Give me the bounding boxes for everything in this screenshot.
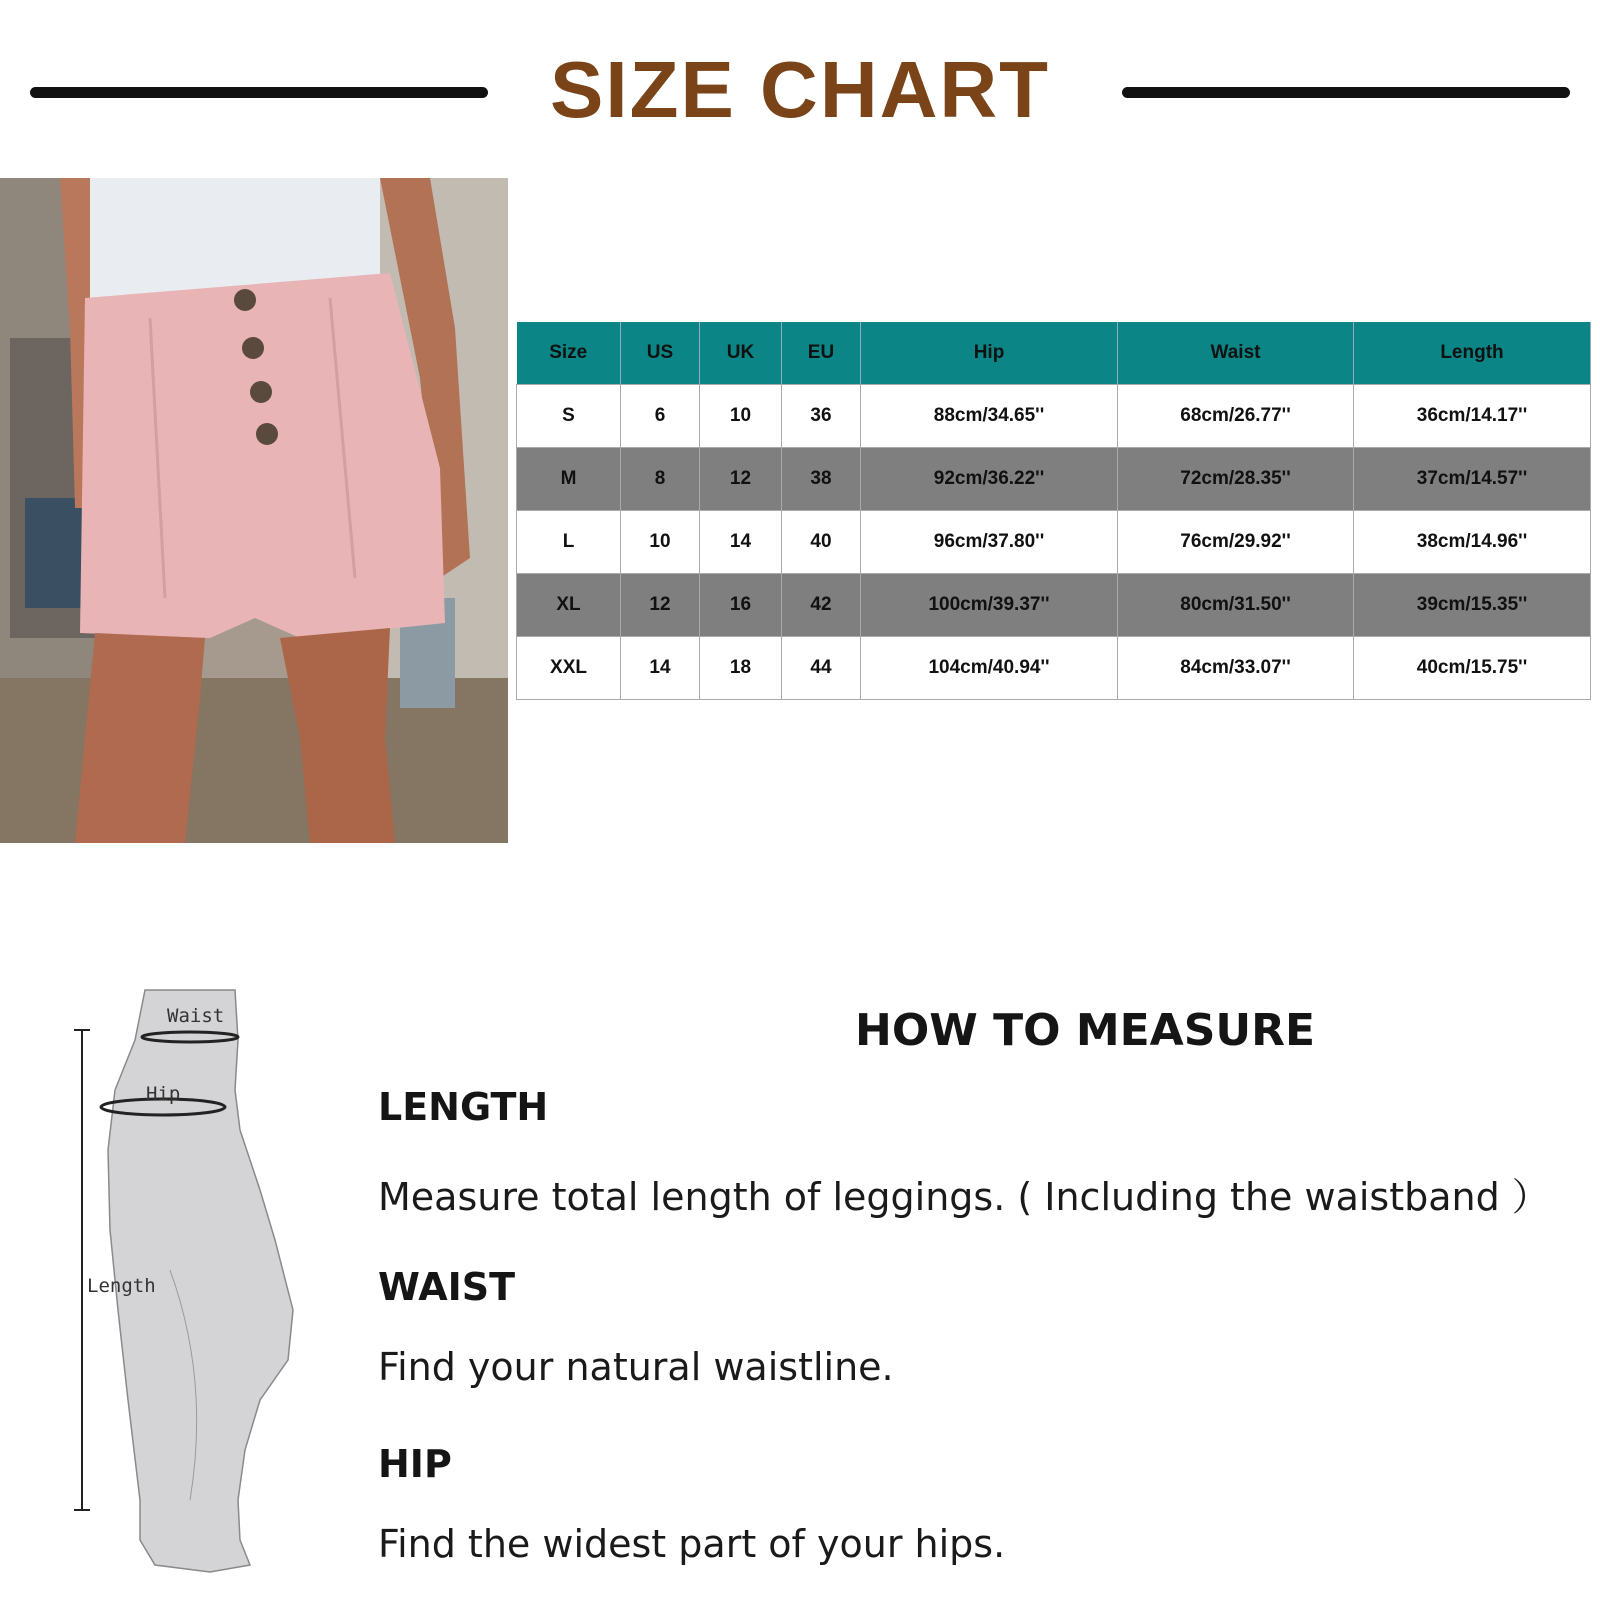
table-cell: 10: [700, 385, 782, 448]
table-header-row: [517, 322, 1591, 385]
how-to-measure-title: HOW TO MEASURE: [855, 1005, 1316, 1056]
column-header: Waist: [1118, 322, 1354, 385]
size-table: [516, 322, 1591, 700]
hip-heading: HIP: [378, 1442, 452, 1486]
waist-description: Find your natural waistline.: [378, 1345, 894, 1389]
table-cell: 80cm/31.50'': [1118, 574, 1354, 637]
table-cell: 8: [621, 448, 700, 511]
column-header: Hip: [861, 322, 1118, 385]
page-title: SIZE CHART: [550, 45, 1050, 134]
column-header: UK: [700, 322, 782, 385]
table-cell: 40cm/15.75'': [1354, 637, 1591, 700]
waist-label: Waist: [167, 1005, 225, 1027]
table-row: [517, 385, 1591, 448]
table-cell: 104cm/40.94'': [861, 637, 1118, 700]
table-cell: 84cm/33.07'': [1118, 637, 1354, 700]
table-cell: XL: [517, 574, 621, 637]
table-cell: 18: [700, 637, 782, 700]
table-cell: 12: [700, 448, 782, 511]
table-cell: 100cm/39.37'': [861, 574, 1118, 637]
header-rule-right: [1122, 87, 1570, 98]
table-cell: 92cm/36.22'': [861, 448, 1118, 511]
table-cell: 68cm/26.77'': [1118, 385, 1354, 448]
table-cell: 6: [621, 385, 700, 448]
table-cell: 36cm/14.17'': [1354, 385, 1591, 448]
length-description: Measure total length of leggings. ( Including the waistband ）: [378, 1175, 1550, 1219]
table-cell: 39cm/15.35'': [1354, 574, 1591, 637]
hip-label: Hip: [146, 1083, 181, 1105]
table-cell: 14: [621, 637, 700, 700]
table-cell: 72cm/28.35'': [1118, 448, 1354, 511]
length-label: Length: [87, 1275, 156, 1297]
table-cell: S: [517, 385, 621, 448]
table-row: [517, 574, 1591, 637]
table-cell: M: [517, 448, 621, 511]
table-cell: 42: [782, 574, 861, 637]
table-cell: L: [517, 511, 621, 574]
table-row: [517, 637, 1591, 700]
table-cell: 40: [782, 511, 861, 574]
column-header: US: [621, 322, 700, 385]
table-cell: 14: [700, 511, 782, 574]
table-cell: 12: [621, 574, 700, 637]
length-heading: LENGTH: [378, 1085, 549, 1129]
table-cell: 44: [782, 637, 861, 700]
table-cell: 96cm/37.80'': [861, 511, 1118, 574]
product-photo: [0, 178, 508, 843]
hip-description: Find the widest part of your hips.: [378, 1522, 1006, 1566]
column-header: Length: [1354, 322, 1591, 385]
table-row: [517, 511, 1591, 574]
table-cell: 36: [782, 385, 861, 448]
table-cell: 38cm/14.96'': [1354, 511, 1591, 574]
column-header: EU: [782, 322, 861, 385]
table-cell: 38: [782, 448, 861, 511]
table-row: [517, 448, 1591, 511]
table-cell: 10: [621, 511, 700, 574]
header-rule-left: [30, 87, 488, 98]
waist-heading: WAIST: [378, 1265, 516, 1309]
table-cell: 37cm/14.57'': [1354, 448, 1591, 511]
column-header: Size: [517, 322, 621, 385]
table-cell: 88cm/34.65'': [861, 385, 1118, 448]
measurement-figure: [60, 980, 320, 1600]
table-cell: 16: [700, 574, 782, 637]
table-cell: 76cm/29.92'': [1118, 511, 1354, 574]
table-cell: XXL: [517, 637, 621, 700]
